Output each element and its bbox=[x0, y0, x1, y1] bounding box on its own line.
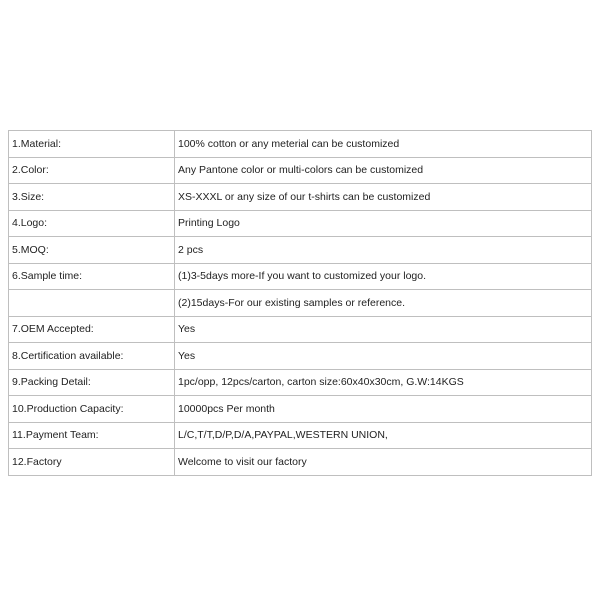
table-row bbox=[9, 422, 592, 449]
row-label: 4.Logo: bbox=[9, 210, 175, 237]
row-value: (2)15days-For our existing samples or reference. bbox=[175, 290, 592, 317]
row-label: 2.Color: bbox=[9, 157, 175, 184]
table-row bbox=[9, 369, 592, 396]
table-row bbox=[9, 237, 592, 264]
table-row bbox=[9, 290, 592, 317]
row-value: 10000pcs Per month bbox=[175, 396, 592, 423]
table-row bbox=[9, 131, 592, 158]
row-value: Yes bbox=[175, 316, 592, 343]
row-value: Printing Logo bbox=[175, 210, 592, 237]
row-value: 1pc/opp, 12pcs/carton, carton size:60x40x30cm, G.W:14KGS bbox=[175, 369, 592, 396]
row-value: 2 pcs bbox=[175, 237, 592, 264]
row-value: (1)3-5days more-If you want to customized your logo. bbox=[175, 263, 592, 290]
row-label: 3.Size: bbox=[9, 184, 175, 211]
row-value: Welcome to visit our factory bbox=[175, 449, 592, 476]
table-row bbox=[9, 210, 592, 237]
product-spec-table bbox=[8, 130, 592, 476]
row-value: Any Pantone color or multi-colors can be customized bbox=[175, 157, 592, 184]
table-row bbox=[9, 316, 592, 343]
row-label: 12.Factory bbox=[9, 449, 175, 476]
table-row bbox=[9, 396, 592, 423]
row-label: 9.Packing Detail: bbox=[9, 369, 175, 396]
row-label: 5.MOQ: bbox=[9, 237, 175, 264]
row-label: 11.Payment Team: bbox=[9, 422, 175, 449]
table-row bbox=[9, 157, 592, 184]
row-label: 6.Sample time: bbox=[9, 263, 175, 290]
row-label bbox=[9, 290, 175, 317]
row-label: 1.Material: bbox=[9, 131, 175, 158]
row-label: 10.Production Capacity: bbox=[9, 396, 175, 423]
row-value: XS-XXXL or any size of our t-shirts can be customized bbox=[175, 184, 592, 211]
spec-table-body bbox=[9, 131, 592, 476]
row-label: 7.OEM Accepted: bbox=[9, 316, 175, 343]
table-row bbox=[9, 343, 592, 370]
row-value: Yes bbox=[175, 343, 592, 370]
row-value: 100% cotton or any meterial can be customized bbox=[175, 131, 592, 158]
table-row bbox=[9, 449, 592, 476]
table-row bbox=[9, 184, 592, 211]
row-value: L/C,T/T,D/P,D/A,PAYPAL,WESTERN UNION, bbox=[175, 422, 592, 449]
table-row bbox=[9, 263, 592, 290]
row-label: 8.Certification available: bbox=[9, 343, 175, 370]
